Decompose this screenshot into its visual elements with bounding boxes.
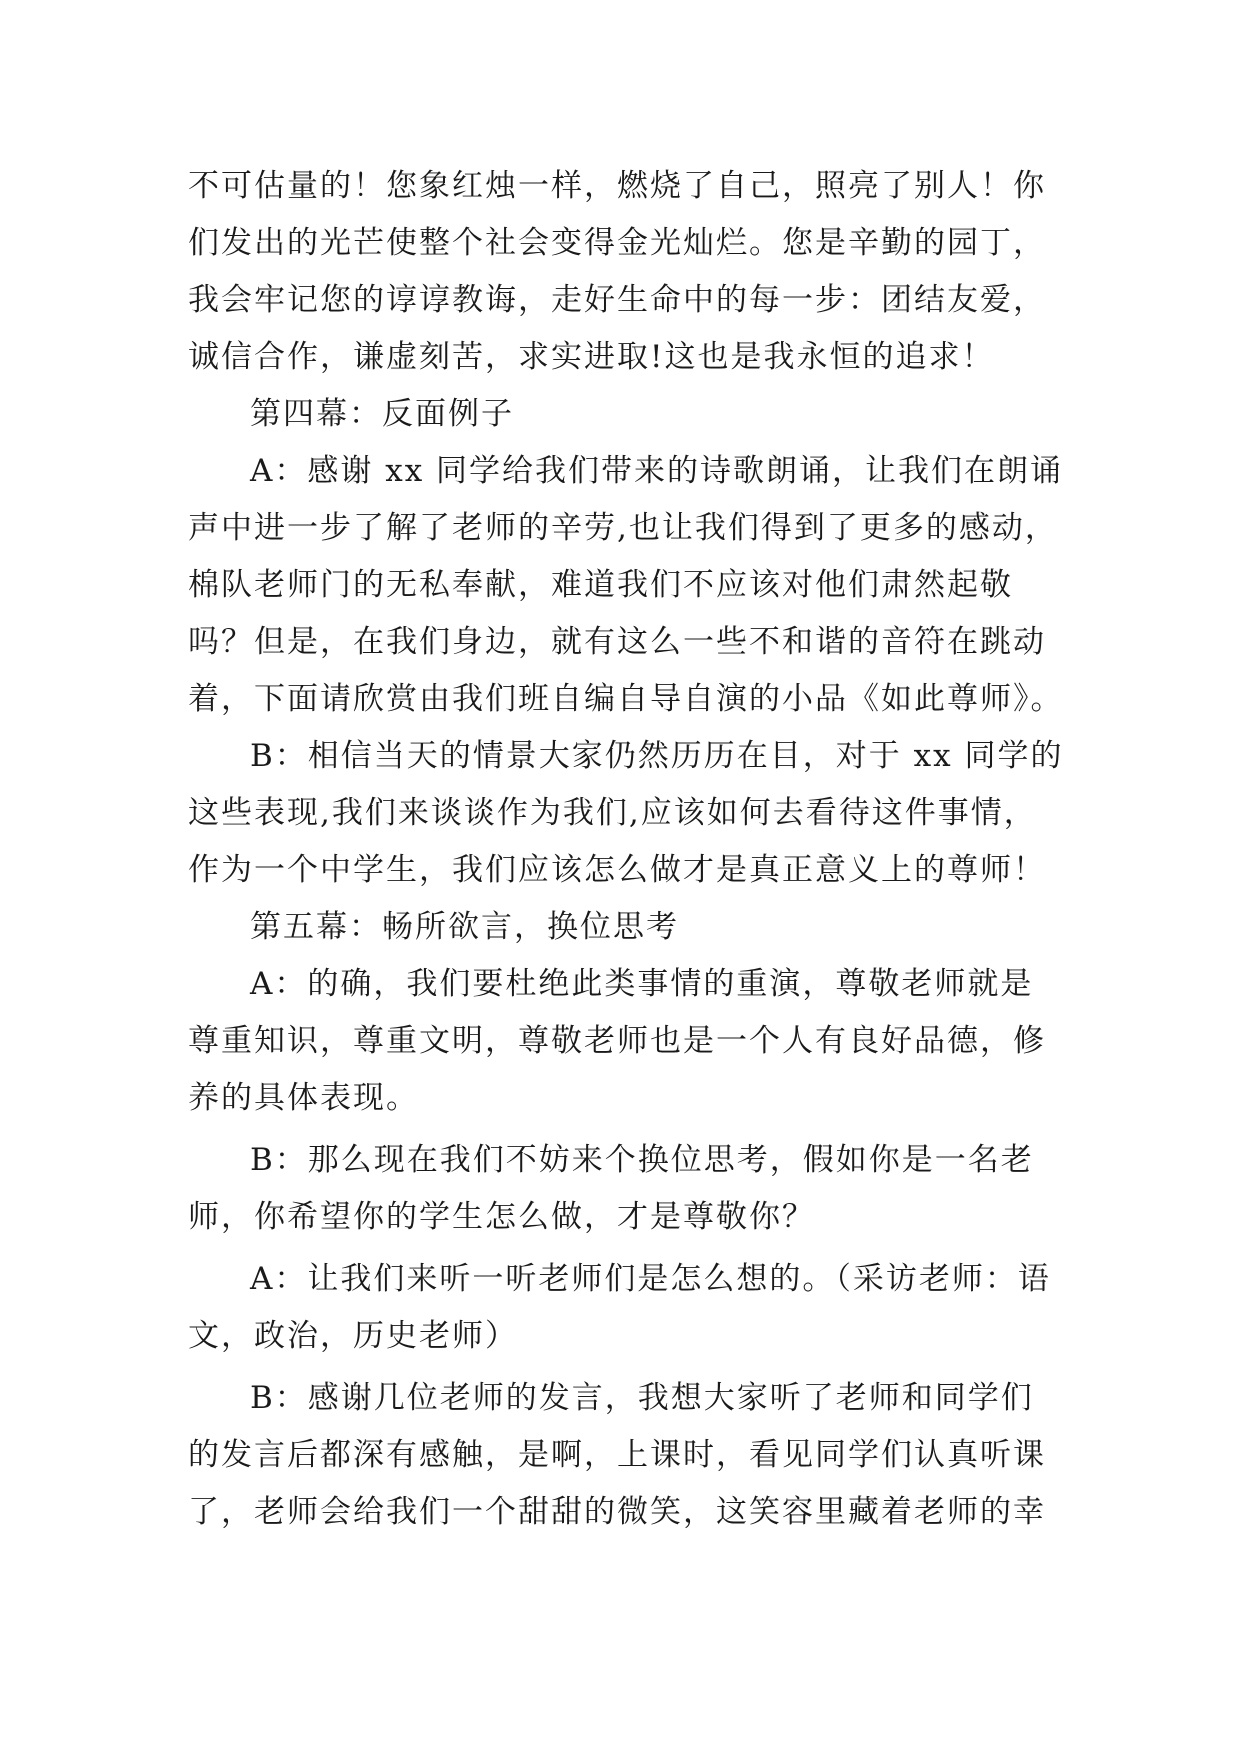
text-line: A：让我们来听一听老师们是怎么想的。（采访老师：语: [250, 1261, 1051, 1297]
text-line: 尊重知识，尊重文明，尊敬老师也是一个人有良好品德，修: [188, 1023, 1046, 1059]
text-line: A：感谢 xx 同学给我们带来的诗歌朗诵，让我们在朗诵: [250, 453, 1064, 489]
text-line: 吗？但是，在我们身边，就有这么一些不和谐的音符在跳动: [188, 624, 1046, 660]
text-line: 着，下面请欣赏由我们班自编自导自演的小品《如此尊师》。: [188, 681, 1064, 717]
section-heading: 第五幕：畅所欲言，换位思考: [250, 909, 679, 945]
text-line: 们发出的光芒使整个社会变得金光灿烂。您是辛勤的园丁，: [188, 225, 1046, 261]
text-line: 作为一个中学生，我们应该怎么做才是真正意义上的尊师！: [188, 852, 1046, 888]
text-line: B：感谢几位老师的发言，我想大家听了老师和同学们: [250, 1380, 1034, 1416]
text-line: 文，政治，历史老师）: [188, 1318, 518, 1354]
text-line: 诚信合作，谦虚刻苦，求实进取!这也是我永恒的追求！: [188, 339, 995, 375]
text-line: A：的确，我们要杜绝此类事情的重演，尊敬老师就是: [250, 966, 1034, 1002]
text-line: 师，你希望你的学生怎么做，才是尊敬你？: [188, 1199, 815, 1235]
text-line: 我会牢记您的谆谆教诲，走好生命中的每一步：团结友爱，: [188, 282, 1046, 318]
section-heading: 第四幕：反面例子: [250, 396, 514, 432]
text-line: 这些表现,我们来谈谈作为我们,应该如何去看待这件事情，: [188, 795, 1037, 831]
text-line: 棉队老师门的无私奉献，难道我们不应该对他们肃然起敬: [188, 567, 1013, 603]
text-line: 养的具体表现。: [188, 1080, 419, 1116]
text-line: 声中进一步了解了老师的辛劳,也让我们得到了更多的感动，: [188, 510, 1058, 546]
document-body: [188, 158, 1068, 1541]
text-line: B：相信当天的情景大家仍然历历在目，对于 xx 同学的: [250, 738, 1064, 774]
text-line: 不可估量的！您象红烛一样，燃烧了自己，照亮了别人！你: [188, 168, 1046, 204]
text-line: 的发言后都深有感触，是啊，上课时，看见同学们认真听课: [188, 1437, 1046, 1473]
text-line: B：那么现在我们不妨来个换位思考，假如你是一名老: [250, 1142, 1034, 1178]
text-line: 了，老师会给我们一个甜甜的微笑，这笑容里藏着老师的幸: [188, 1494, 1046, 1530]
